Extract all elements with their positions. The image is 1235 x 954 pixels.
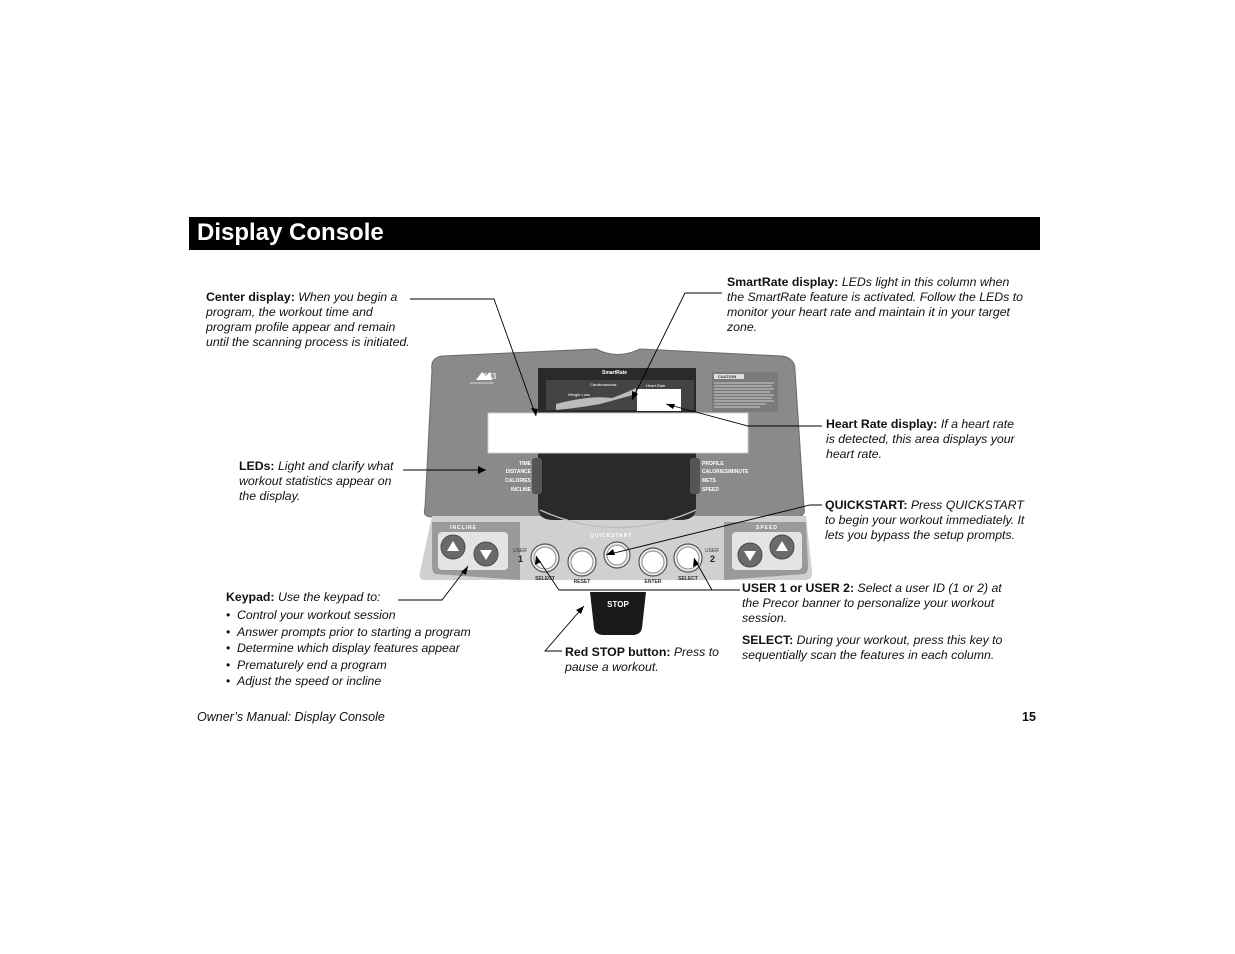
list-item: • Control your workout session [226,607,496,624]
list-item: • Answer prompts prior to starting a program [226,624,496,641]
callout-text: Press QUICKSTART to begin your workout immediately. It lets you bypass the setup prompts. [825,498,1025,542]
heart-rate-callout [826,417,1022,462]
heart-rate-window [637,389,681,411]
user2-number: 2 [710,554,716,564]
stop-button [590,592,646,635]
callout-text: Light and clarify what workout statistics appear on the display. [239,459,394,503]
callout-label: Red STOP button: [565,645,671,659]
select-right-label: SELECT [678,576,698,582]
cardiovascular-label: Cardiovascular [590,382,617,387]
list-item: • Determine which display features appear [226,640,496,657]
led-time: TIME [519,461,531,467]
user1-label: USER [513,548,527,554]
reset-label: RESET [573,579,591,585]
led-distance: DISTANCE [505,469,531,475]
list-item: • Prematurely end a program [226,657,496,674]
stop-callout [565,645,735,675]
callout-text: When you begin a program, the workout time and program profile appear and remain until the scanning process is initiated. [206,290,410,349]
callout-text: If a heart rate is detected, this area displays your heart rate. [826,417,1015,461]
callout-label: SELECT: [742,633,794,647]
page-title: Display Console [197,219,384,246]
select-callout [742,633,1004,663]
user-callout [742,581,1004,626]
keypad-bullet-list [226,607,496,690]
center-display [488,413,748,453]
enter-label: ENTER [644,579,662,585]
console-website: www.precor.com [470,381,494,385]
led-speed: SPEED [702,487,719,493]
callout-text: During your workout, press this key to sequentially scan the features in each column. [742,633,1003,662]
led-profile: PROFILE [702,461,724,467]
callout-text: Select a user ID (1 or 2) at the Precor banner to personalize your workout session. [742,581,1002,625]
keypad-callout [226,590,496,690]
console-model: 933 [483,372,497,381]
led-incline: INCLINE [511,487,531,493]
quickstart-callout [825,498,1037,543]
smartrate-callout [727,275,1027,335]
caution-label: CAUTION [718,374,737,379]
stop-label: STOP [607,600,629,609]
leds-callout [239,459,407,504]
speed-label: SPEED [756,525,778,531]
callout-label: LEDs: [239,459,275,473]
user2-label: USER [705,548,719,554]
led-calories-minute: CALORIES/MINUTE [702,469,749,475]
select-left-label: SELECT [535,576,555,582]
center-display-callout [206,290,416,350]
led-calories: CALORIES [505,478,531,484]
led-mets: METS [702,478,716,484]
callout-label: QUICKSTART: [825,498,908,512]
user1-number: 1 [518,554,524,564]
callout-label: SmartRate display: [727,275,839,289]
callout-label: Center display: [206,290,295,304]
smartrate-title: SmartRate [602,370,628,376]
quickstart-console-label: QUICKSTART [590,533,633,539]
callout-label: USER 1 or USER 2: [742,581,855,595]
callout-label: Heart Rate display: [826,417,938,431]
callout-label: Keypad: [226,590,275,604]
footer-title: Owner’s Manual: Display Console [197,710,385,724]
callout-text: Press to pause a workout. [565,645,719,674]
callout-text: Use the keypad to: [277,590,381,604]
incline-label: INCLINE [450,525,477,531]
list-item: • Adjust the speed or incline [226,673,496,690]
heart-rate-label: Heart Rate [646,383,666,388]
page-number: 15 [1022,710,1036,724]
callout-text: LEDs light in this column when the SmartRate feature is activated. Follow the LEDs to monitor your heart rate and maintain it in your target zone. [727,275,1023,334]
weight-loss-label: Weight Loss [568,392,590,397]
